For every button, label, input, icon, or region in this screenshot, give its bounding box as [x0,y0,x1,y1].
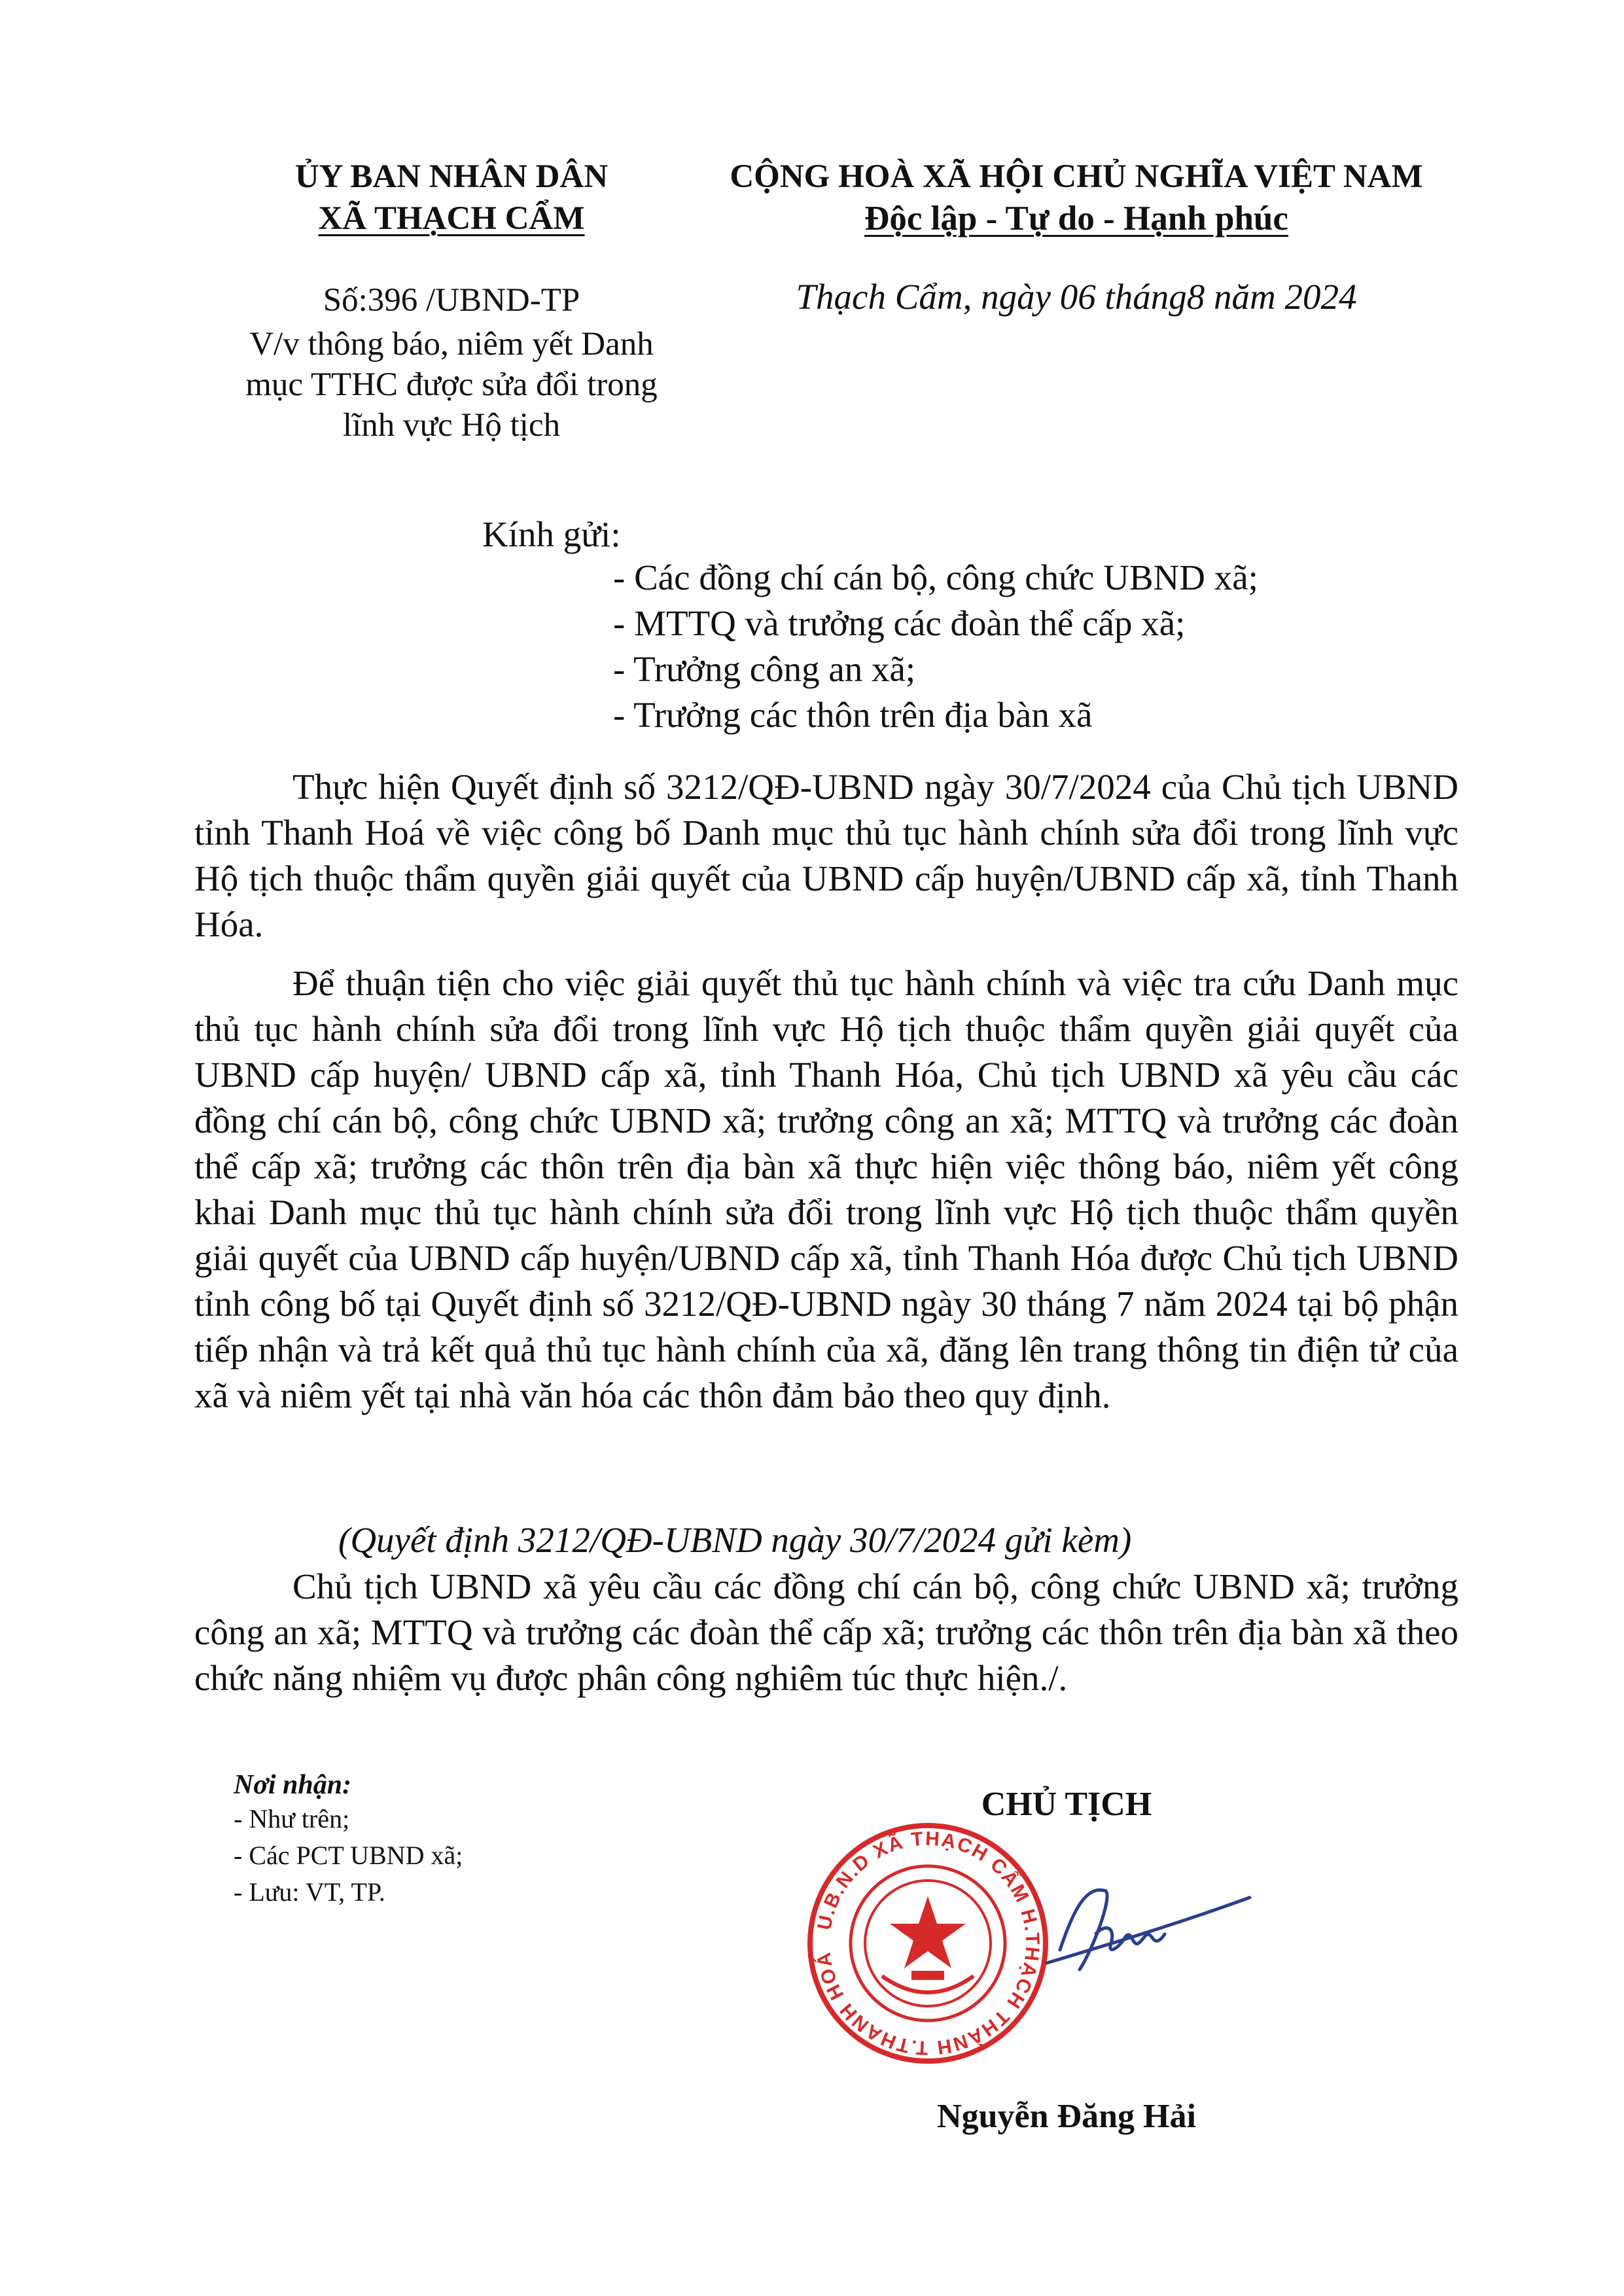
official-seal [803,1819,1052,2068]
recipients-label: Kính gửi: [482,514,621,554]
recipient-item: - MTTQ và trưởng các đoàn thể cấp xã; [613,603,1186,643]
seal-text: U.B.N.D XÃ THẠCH CẨM H.THẠCH THÀNH T.THANH HOÁ [813,1828,1044,2059]
national-header [694,156,1459,240]
received-label: Nơi nhận: [234,1770,352,1800]
date-place: Thạch Cẩm, ngày 06 tháng8 năm 2024 [796,277,1357,317]
body-paragraph-3: Chủ tịch UBND xã yêu cầu các đồng chí cán bộ, công chức UBND xã; trưởng công an xã; MTTQ và trưởng các đoàn thể cấp xã; trưởng các thôn trên địa bàn xã theo chức năng nhiệm vụ được phân công nghiêm túc thực hiện./. [194,1566,1458,1698]
document-subject [216,324,687,446]
document-number: Số:396 /UBND-TP [323,282,580,319]
recipient-item: - Trưởng công an xã; [613,649,916,689]
recipient-item: - Trưởng các thôn trên địa bàn xã [613,695,1093,735]
attachment-note: (Quyết định 3212/QĐ-UBND ngày 30/7/2024 gửi kèm) [338,1520,1132,1560]
signer-name: Nguyễn Đăng Hải [937,2098,1196,2135]
org-line-2: XÃ THẠCH CẨM [318,200,585,237]
subject-line-1: V/v thông báo, niêm yết Danh [249,326,654,362]
recipient-item: - Các đồng chí cán bộ, công chức UBND xã; [613,557,1258,597]
nation-title: CỘNG HOÀ XÃ HỘI CHỦ NGHĨA VIỆT NAM [730,158,1423,195]
emblem-gear [911,1971,944,1980]
received-item: - Lưu: VT, TP. [234,1877,385,1907]
nation-motto: Độc lập - Tự do - Hạnh phúc [864,200,1288,238]
received-item: - Như trên; [234,1804,350,1833]
handwritten-signature [1034,1871,1256,2002]
received-item: - Các PCT UBND xã; [234,1841,463,1870]
body-paragraph-1: Thực hiện Quyết định số 3212/QĐ-UBND ngày 30/7/2024 của Chủ tịch UBND tỉnh Thanh Hoá về việc công bố Danh mục thủ tục hành chính sửa đổi trong lĩnh vực Hộ tịch thuộc thẩm quyền giải quyết của UBND cấp huyện/UBND cấp xã, tỉnh Thanh Hóa. [194,767,1458,944]
org-line-1: ỦY BAN NHÂN DÂN [294,158,609,195]
body-paragraph-2: Để thuận tiện cho việc giải quyết thủ tục hành chính và việc tra cứu Danh mục thủ tục hành chính sửa đổi trong lĩnh vực Hộ tịch thuộc thẩm quyền giải quyết của UBND cấp huyện/ UBND cấp xã, tỉnh Thanh Hóa, Chủ tịch UBND xã yêu cầu các đồng chí cán bộ, công chức UBND xã; trưởng công an xã; MTTQ và trưởng các đoàn thể cấp xã; trưởng các thôn trên địa bàn xã thực hiện việc thông báo, niêm yết công khai Danh mục thủ tục hành chính sửa đổi trong lĩnh vực Hộ tịch thuộc thẩm quyền giải quyết của UBND cấp huyện/UBND cấp xã, tỉnh Thanh Hóa được Chủ tịch UBND tỉnh công bố tại Quyết định số 3212/QĐ-UBND ngày 30 tháng 7 năm 2024 tại bộ phận tiếp nhận và trả kết quả thủ tục hành chính của xã, đăng lên trang thông tin điện tử của xã và niêm yết tại nhà văn hóa các thôn đảm bảo theo quy định. [194,963,1458,1415]
organization-name [216,156,687,239]
signer-title: CHỦ TỊCH [981,1786,1152,1823]
subject-line-2: mục TTHC được sửa đổi trong [245,366,658,403]
star-icon [890,1896,966,1968]
received-block [234,1767,463,1908]
signature-stroke [1047,1890,1250,1969]
recipient-list [613,555,1258,738]
subject-line-3: lĩnh vực Hộ tịch [342,407,561,444]
